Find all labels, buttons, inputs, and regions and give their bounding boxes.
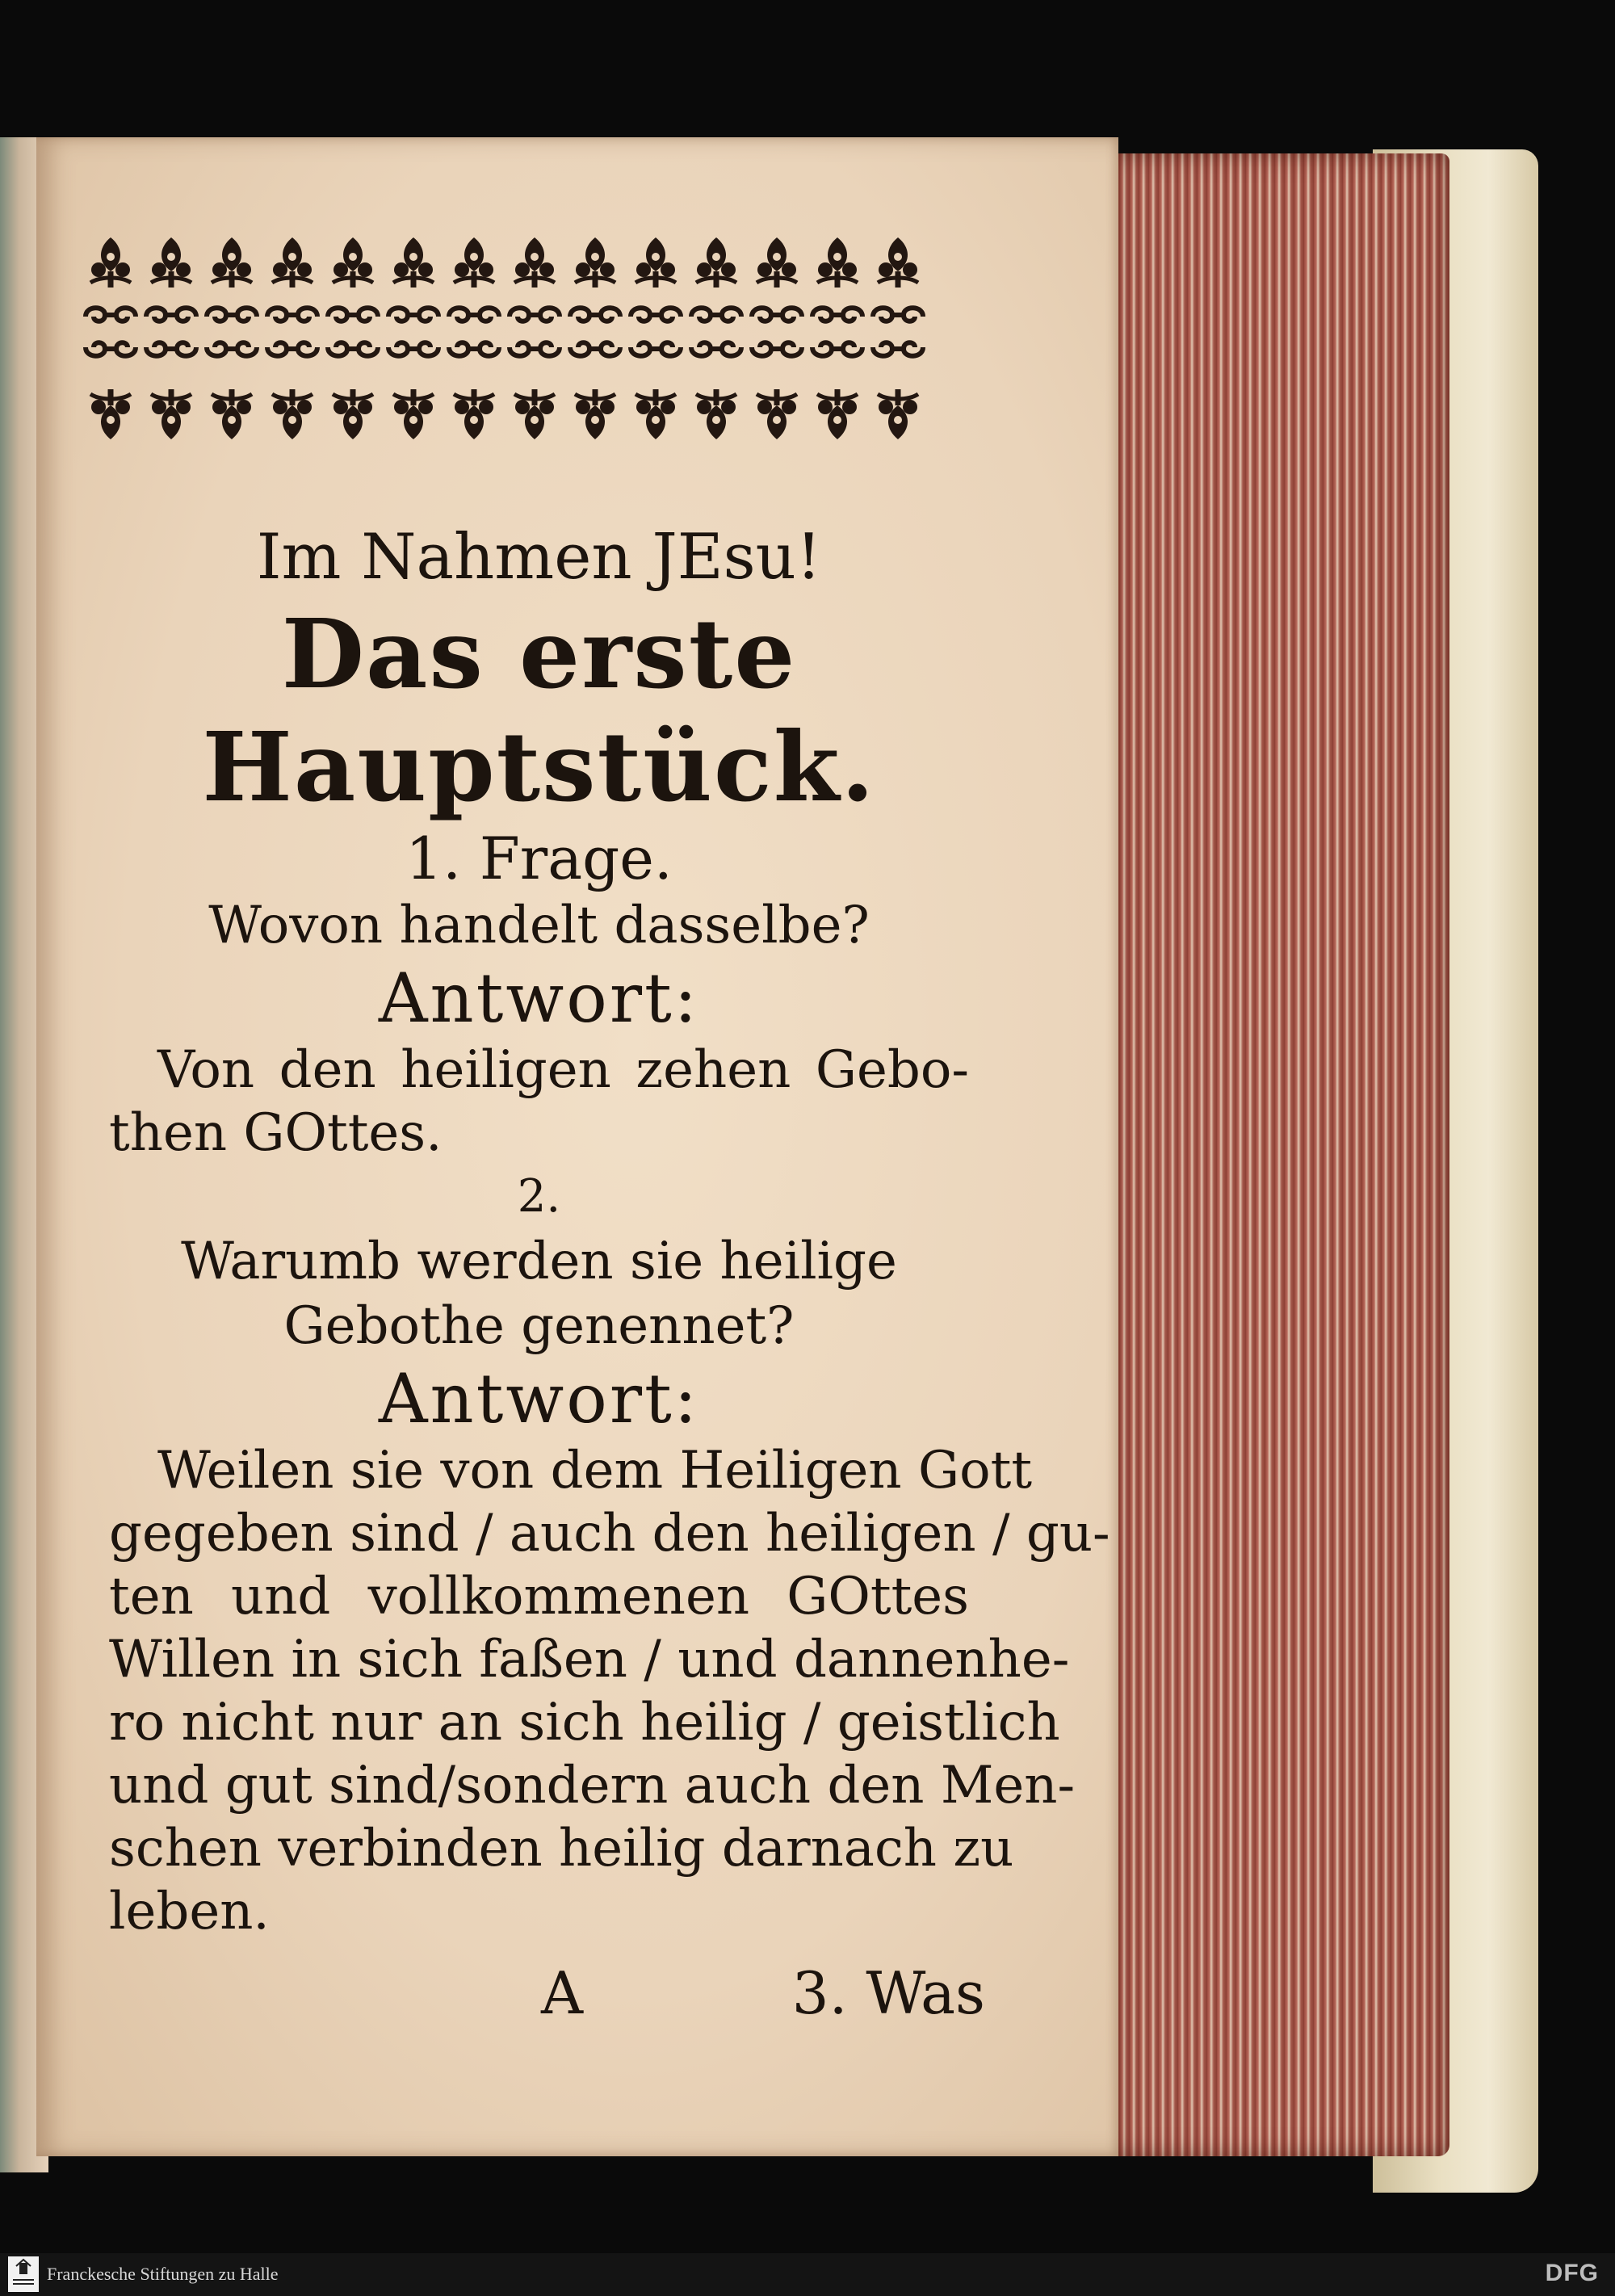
answer-1-line: then GOttes.	[109, 1103, 443, 1163]
question-1-text: Wovon handelt dasselbe?	[208, 896, 870, 955]
institution-name: Franckesche Stiftungen zu Halle	[47, 2264, 279, 2284]
footer-bar	[0, 2253, 1615, 2296]
answer-1-line: Von den heiligen zehen Gebo-	[157, 1040, 969, 1100]
answer-2-line: ten und vollkommenen GOttes	[109, 1567, 969, 1627]
francke-foundations-logo-icon	[8, 2256, 39, 2292]
page-text	[109, 517, 1110, 2048]
question-2-number: 2.	[517, 1170, 561, 1223]
answer-2-line: schen verbinden heilig darnach zu	[109, 1819, 1014, 1878]
page-footer	[109, 1959, 985, 2048]
signature-mark: A	[541, 1959, 583, 2027]
ornament-border-icon	[81, 234, 945, 444]
answer-2-heading: Antwort:	[378, 1359, 700, 1438]
answer-2-line: ro nicht nur an sich heilig / geistlich	[109, 1693, 1060, 1752]
question-2-line: Warumb werden sie heilige	[181, 1232, 897, 1291]
chapter-title: Das erste Hauptstück.	[202, 598, 876, 823]
dfg-logo: DFG	[1545, 2260, 1599, 2286]
answer-2-line: leben.	[109, 1882, 270, 1941]
answer-1-heading: Antwort:	[378, 959, 700, 1038]
question-1-number: 1. Frage.	[405, 825, 673, 892]
answer-2-line: Weilen sie von dem Heiligen Gott	[157, 1441, 1033, 1501]
catchword: 3. Was	[791, 1959, 985, 2027]
red-page-edges	[1110, 153, 1449, 2156]
answer-2-line: gegeben sind / auch den heiligen / gu-	[109, 1504, 1110, 1564]
answer-2-line: und gut sind/sondern auch den Men-	[109, 1756, 1076, 1815]
question-2-line: Gebothe genennet?	[283, 1296, 795, 1356]
heading: Im Nahmen JEsu!	[256, 521, 822, 594]
answer-2-line: Willen in sich faßen / und dannenhe-	[109, 1630, 1070, 1689]
